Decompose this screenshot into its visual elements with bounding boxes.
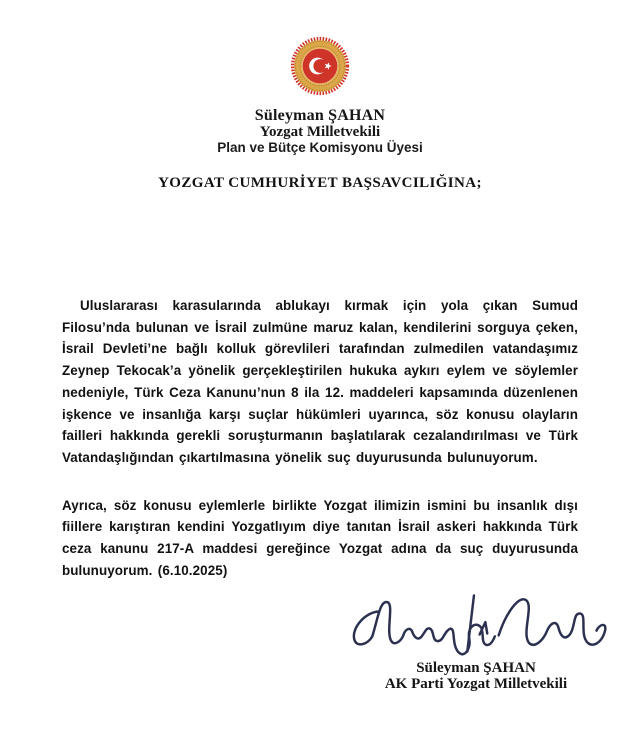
salutation-line: YOZGAT CUMHURİYET BAŞSAVCILIĞINA; — [158, 175, 482, 191]
handwritten-signature-icon — [328, 586, 618, 662]
letter-body — [62, 295, 578, 581]
signatory-name: Süleyman ŞAHAN — [416, 660, 536, 676]
sender-title: Yozgat Milletvekili — [259, 124, 381, 140]
signature-block — [328, 586, 624, 692]
paragraph-complaint: Uluslararası karasularında ablukayı kırmak için yola çıkan Sumud Filosu’nda bulunan ve İsrail zulmüne maruz kalan, kendilerini sorguya çeken, İsrail Devleti’ne bağlı kolluk görevlileri tarafından zulmedilen vatandaşımız Zeynep Tekocak’a yönelik gerçekleştirilen hukuka aykırı eylem ve söylemler nedeniyle, Türk Ceza Kanunu’nun 8 ila 12. maddeleri kapsamında düzenlenen işkence ve insanlığa karşı suçlar hükümleri uyarınca, söz konusu olayların failleri hakkında gerekli soruşturmanın başlatılarak cezalandırılması ve Türk Vatandaşlığından çıkartılmasına yönelik suç duyurusunda bulunuyorum. — [62, 298, 578, 465]
sender-name: Süleyman ŞAHAN — [254, 107, 386, 124]
paragraph-additional-complaint: Ayrıca, söz konusu eylemlerle birlikte Yozgat ilimizin ismini bu insanlık dışı fiillere karıştıran kendini Yozgatlıyım diye tanıtan İsrail askeri hakkında Türk ceza kanunu 217-A maddesi gereğince Yozgat adına da suç duyurusunda bulunuyorum. (6.10.2025) — [62, 497, 578, 578]
tbmm-parliament-emblem-icon — [290, 36, 350, 96]
letterhead — [0, 0, 640, 156]
signatory-title: AK Parti Yozgat Milletvekili — [384, 676, 568, 692]
sender-subtitle: Plan ve Bütçe Komisyonu Üyesi — [217, 140, 423, 155]
